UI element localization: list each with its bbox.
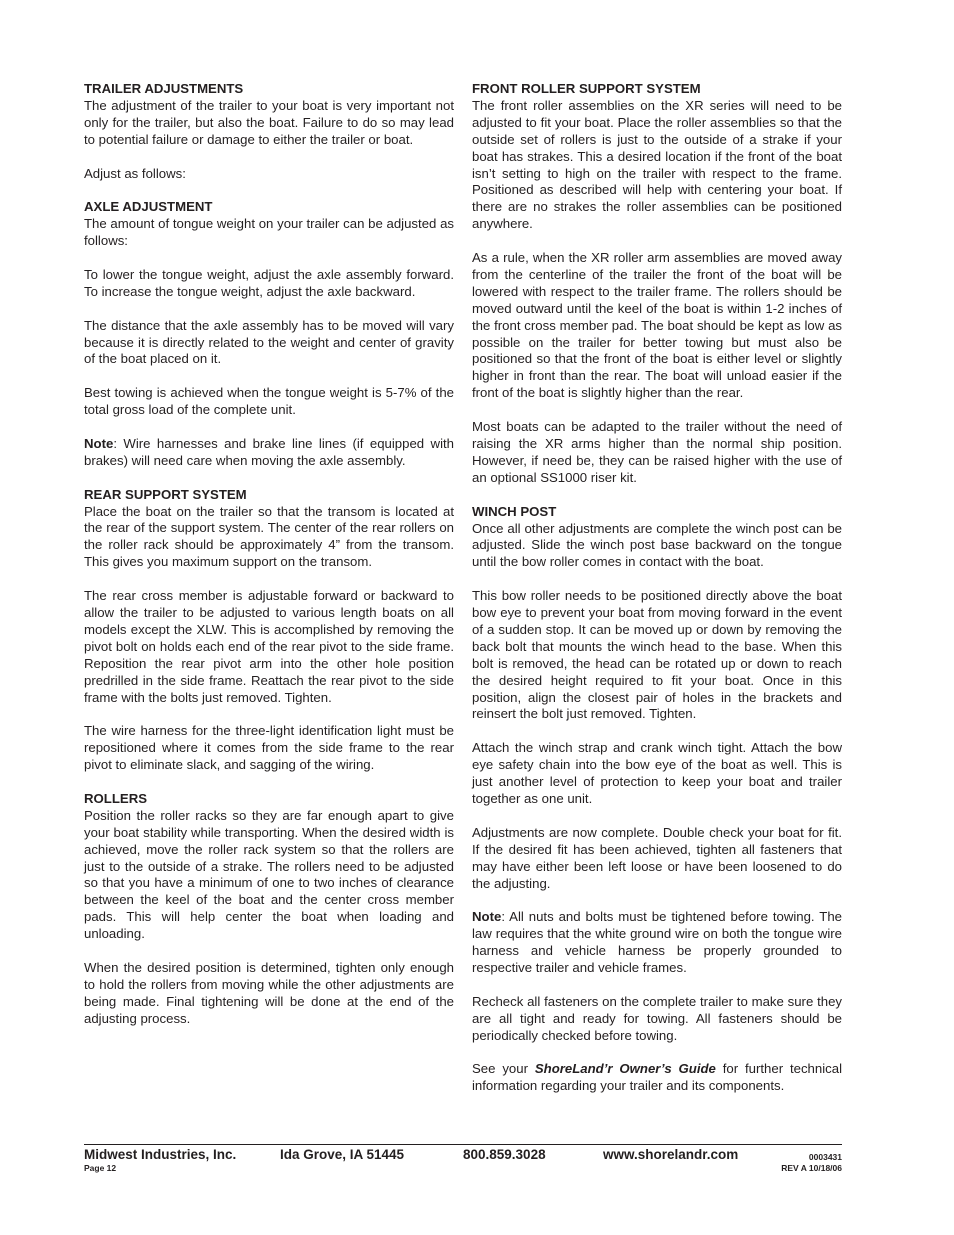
footer-company: Midwest Industries, Inc. bbox=[84, 1147, 237, 1162]
heading-rear-support-system: REAR SUPPORT SYSTEM bbox=[84, 486, 247, 502]
paragraph: Once all other adjustments are complete the winch post can be adjusted. Slide the winch post base backward on the tongue until the bow roller comes in contact with the boat. bbox=[472, 520, 842, 570]
heading-winch-post: WINCH POST bbox=[472, 503, 557, 519]
paragraph: As a rule, when the XR roller arm assemblies are moved away from the centerline of the trailer the front of the boat will be lowered with respect to the trailer frame. The rollers should be moved outward until the keel of the boat is within 1-2 inches of the front cross member pad. The boat should be kept as low as possible on the trailer for better towing but must also be positioned so that the front of the boat is either level or slightly higher in front than the rear. The boat will unload easier if the front of the boat is slightly higher than the rear. bbox=[472, 250, 842, 401]
note-text: : Wire harnesses and brake line lines (if equipped with brakes) will need care when moving the axle assembly. bbox=[84, 435, 454, 468]
paragraph: Adjust as follows: bbox=[84, 165, 186, 181]
paragraph: Most boats can be adapted to the trailer without the need of raising the XR arms higher than the normal ship position. However, if need be, they can be raised higher with the use of an optional SS1000 riser kit. bbox=[472, 419, 842, 485]
owners-guide-reference: See your ShoreLand’r Owner’s Guide for further technical information regarding your trailer and its components. bbox=[472, 1061, 843, 1094]
page-footer bbox=[84, 1144, 842, 1177]
heading-trailer-adjustments: TRAILER ADJUSTMENTS bbox=[84, 81, 244, 96]
paragraph: The amount of tongue weight on your trailer can be adjusted as follows: bbox=[84, 216, 454, 249]
paragraph: The adjustment of the trailer to your boat is very important not only for the trailer, but also the boat. Failure to do so may lead to potential failure or damage to either the trailer or boat. bbox=[84, 97, 454, 147]
paragraph: The rear cross member is adjustable forward or backward to allow the trailer to be adjusted to various length boats on all models except the XLW. This is accomplished by removing the pivot bolt on holds each end of the rear pivot to the side frame. Reposition the rear pivot arm into the other hole position predrilled in the side frame. Reattach the rear pivot to the side frame with the bolts just removed. Tighten. bbox=[84, 588, 454, 705]
paragraph: Recheck all fasteners on the complete trailer to make sure they are all tight and ready for towing. All fasteners should be periodically checked before towing. bbox=[472, 993, 842, 1043]
footer-website: www.shorelandr.com bbox=[603, 1147, 739, 1162]
paragraph: This bow roller needs to be positioned directly above the boat bow eye to prevent your boat from moving forward in the event of a sudden stop. It can be moved up or down by removing the back bolt that mounts the winch head to the base. When this bolt is removed, the head can be rotated up or down to reach the desired height required to fit your boat. Once in this position, align the closest pair of holes in the brackets and reinsert the bolt just removed. Tighten. bbox=[472, 588, 842, 722]
note-paragraph bbox=[472, 909, 842, 977]
heading-rollers: ROLLERS bbox=[84, 790, 148, 806]
paragraph: The distance that the axle assembly has to be moved will vary because it is directly related to the weight and center of gravity of the boat placed on it. bbox=[84, 317, 454, 367]
owners-guide-title: ShoreLand’r Owner’s Guide bbox=[534, 1061, 716, 1077]
paragraph: Place the boat on the trailer so that the transom is located at the rear of the support system. The center of the rear rollers on the roller rack should be approximately 4” from the transom. This gives you maximum support on the transom. bbox=[84, 503, 454, 570]
paragraph: Position the roller racks so they are far enough apart to give your boat stability while transporting. When the desired width is achieved, move the roller rack system so that the rollers are just to the outside of a strake. The rollers need to be adjusted so that you have a minimum of one to two inches of clearance between the keel of the boat and the center cross member pads. This will help center the boat when loading and unloading. bbox=[84, 807, 454, 942]
footer-revision: REV A 10/18/06 bbox=[781, 1163, 842, 1173]
paragraph: Best towing is achieved when the tongue weight is 5-7% of the total gross load of the complete unit. bbox=[84, 385, 454, 418]
paragraph: Attach the winch strap and crank winch tight. Attach the bow eye safety chain into the bow eye of the boat as well. This is just another level of protection to keep your boat and trailer together as one unit. bbox=[472, 740, 842, 806]
left-column bbox=[84, 81, 454, 1028]
note-label: Note bbox=[472, 909, 502, 925]
paragraph: Adjustments are now complete. Double check your boat for fit. If the desired fit has been achieved, tighten all fasteners that may have either been left loose or have been loosened to do the adjusting. bbox=[472, 824, 842, 891]
footer-phone: 800.859.3028 bbox=[463, 1147, 546, 1162]
note-text: : All nuts and bolts must be tightened before towing. The law requires that the white ground wire on both the tongue wire harness and vehicle harness be properly grounded to respective trailer and vehicle frames. bbox=[472, 909, 842, 976]
footer-page-number: Page 12 bbox=[84, 1163, 117, 1173]
note-label: Note bbox=[84, 435, 114, 451]
paragraph: The wire harness for the three-light identification light must be repositioned where it comes from the side frame to the rear pivot to eliminate slack, and sagging of the wiring. bbox=[84, 723, 454, 773]
paragraph: To lower the tongue weight, adjust the axle assembly forward. To increase the tongue weight, adjust the axle backward. bbox=[84, 266, 454, 299]
paragraph: When the desired position is determined, tighten only enough to hold the rollers from moving while the other adjustments are being made. Final tightening will be done at the end of the adjusting process. bbox=[84, 959, 454, 1026]
heading-axle-adjustment: AXLE ADJUSTMENT bbox=[84, 199, 213, 215]
note-paragraph bbox=[84, 436, 454, 470]
right-column bbox=[472, 81, 842, 1095]
heading-front-roller-support-system: FRONT ROLLER SUPPORT SYSTEM bbox=[472, 81, 701, 96]
paragraph: The front roller assemblies on the XR series will need to be adjusted to fit your boat. Place the roller assemblies so that the outside set of rollers is just to the outside of a strake if your boat has strakes. This a desired location if the front of the boat isn’t setting to high on the trailer with respect to the frame. Positioned as described will help with centering your boat. If there are no strakes the roller assemblies can be positioned anywhere. bbox=[472, 97, 842, 232]
footer-doc-number: 0003431 bbox=[808, 1152, 842, 1162]
footer-city: Ida Grove, IA 51445 bbox=[280, 1147, 405, 1162]
